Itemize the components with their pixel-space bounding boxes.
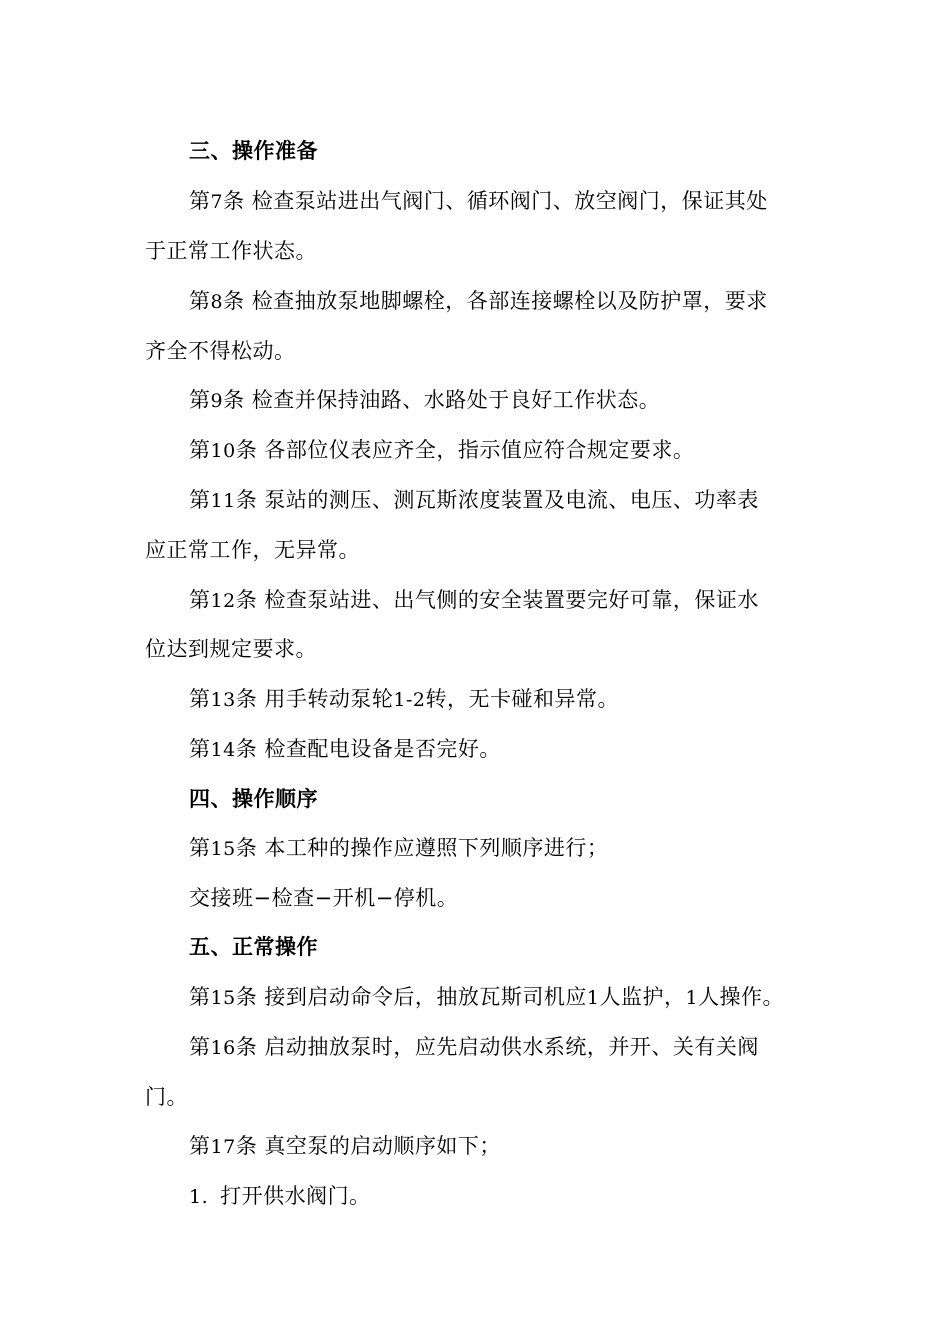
heading-text: 四、操作顺序 xyxy=(189,787,318,811)
article-text: 条 各部位仪表应齐全，指示值应符合规定要求。 xyxy=(235,438,695,462)
article-text: 应正常工作，无异常。 xyxy=(145,538,360,562)
article-text: 条 检查泵站进、出气侧的安全装置要完好可靠，保证水 xyxy=(235,588,759,612)
article-7-line-1 xyxy=(189,186,869,216)
article-text: 齐全不得松动。 xyxy=(145,339,296,363)
article-text: 条 检查配电设备是否完好。 xyxy=(235,737,501,761)
article-text: 条 检查泵站进出气阀门、循环阀门、放空阀门，保证其处 xyxy=(223,189,768,213)
step-number: 1. xyxy=(189,1186,209,1208)
article-text: 门。 xyxy=(145,1085,188,1109)
person-count: 1 xyxy=(586,987,600,1009)
article-13 xyxy=(189,684,869,714)
article-prefix: 第 xyxy=(189,737,211,761)
article-text: 于正常工作状态。 xyxy=(145,239,317,263)
article-text: 条 启动抽放泵时，应先启动供水系统，并开、关有关阀 xyxy=(235,1035,759,1059)
article-16-line-2 xyxy=(145,1082,825,1112)
article-11-line-2 xyxy=(145,535,825,565)
article-number: 11 xyxy=(210,490,236,512)
heading-text: 五、正常操作 xyxy=(189,935,318,959)
article-8-line-2 xyxy=(145,336,825,366)
article-10 xyxy=(189,435,869,465)
article-12-line-1 xyxy=(189,585,869,615)
article-prefix: 第 xyxy=(189,189,211,213)
person-count: 1 xyxy=(685,987,699,1009)
article-number: 16 xyxy=(210,1037,236,1059)
heading-text: 三、操作准备 xyxy=(189,139,318,163)
article-16-line-1 xyxy=(189,1032,869,1062)
article-number: 9 xyxy=(210,390,224,412)
article-12-line-2 xyxy=(145,634,825,664)
article-text: 条 用手转动泵轮 xyxy=(235,687,394,711)
article-11-line-1 xyxy=(189,485,869,515)
sequence-text: 交接班−检查−开机−停机。 xyxy=(189,886,459,910)
article-text: 条 真空泵的启动顺序如下； xyxy=(235,1134,501,1158)
article-text: 位达到规定要求。 xyxy=(145,637,317,661)
article-number: 15 xyxy=(210,987,236,1009)
article-prefix: 第 xyxy=(189,438,211,462)
section-heading-5 xyxy=(189,932,869,962)
article-15-normal-op xyxy=(189,982,869,1012)
rotation-count: 1-2 xyxy=(393,689,426,711)
article-prefix: 第 xyxy=(189,388,211,412)
article-text: 条 泵站的测压、测瓦斯浓度装置及电流、电压、功率表 xyxy=(235,488,759,512)
article-text: 条 检查抽放泵地脚螺栓，各部连接螺栓以及防护罩，要求 xyxy=(223,289,768,313)
article-prefix: 第 xyxy=(189,1134,211,1158)
article-15 xyxy=(189,833,869,863)
step-text: 打开供水阀门。 xyxy=(220,1184,371,1208)
section-heading-4 xyxy=(189,784,869,814)
article-14 xyxy=(189,734,869,764)
article-number: 10 xyxy=(210,440,236,462)
article-text: 人操作。 xyxy=(698,985,785,1009)
article-prefix: 第 xyxy=(189,836,211,860)
article-number: 12 xyxy=(210,590,236,612)
article-8-line-1 xyxy=(189,286,869,316)
article-7-line-2 xyxy=(145,236,825,266)
article-text: 条 接到启动命令后，抽放瓦斯司机应 xyxy=(235,985,587,1009)
article-number: 15 xyxy=(210,838,236,860)
section-heading-3 xyxy=(189,136,869,166)
article-number: 14 xyxy=(210,739,236,761)
article-number: 17 xyxy=(210,1136,236,1158)
article-number: 13 xyxy=(210,689,236,711)
article-text: 人监护， xyxy=(599,985,686,1009)
article-text: 转，无卡碰和异常。 xyxy=(425,687,619,711)
article-prefix: 第 xyxy=(189,687,211,711)
article-prefix: 第 xyxy=(189,289,211,313)
article-prefix: 第 xyxy=(189,588,211,612)
article-number: 8 xyxy=(210,291,224,313)
step-1 xyxy=(189,1181,869,1211)
article-text: 条 检查并保持油路、水路处于良好工作状态。 xyxy=(223,388,661,412)
operation-sequence xyxy=(189,883,869,913)
article-number: 7 xyxy=(210,191,224,213)
article-prefix: 第 xyxy=(189,1035,211,1059)
article-text: 条 本工种的操作应遵照下列顺序进行； xyxy=(235,836,609,860)
article-9 xyxy=(189,385,869,415)
article-prefix: 第 xyxy=(189,488,211,512)
article-17 xyxy=(189,1131,869,1161)
article-prefix: 第 xyxy=(189,985,211,1009)
